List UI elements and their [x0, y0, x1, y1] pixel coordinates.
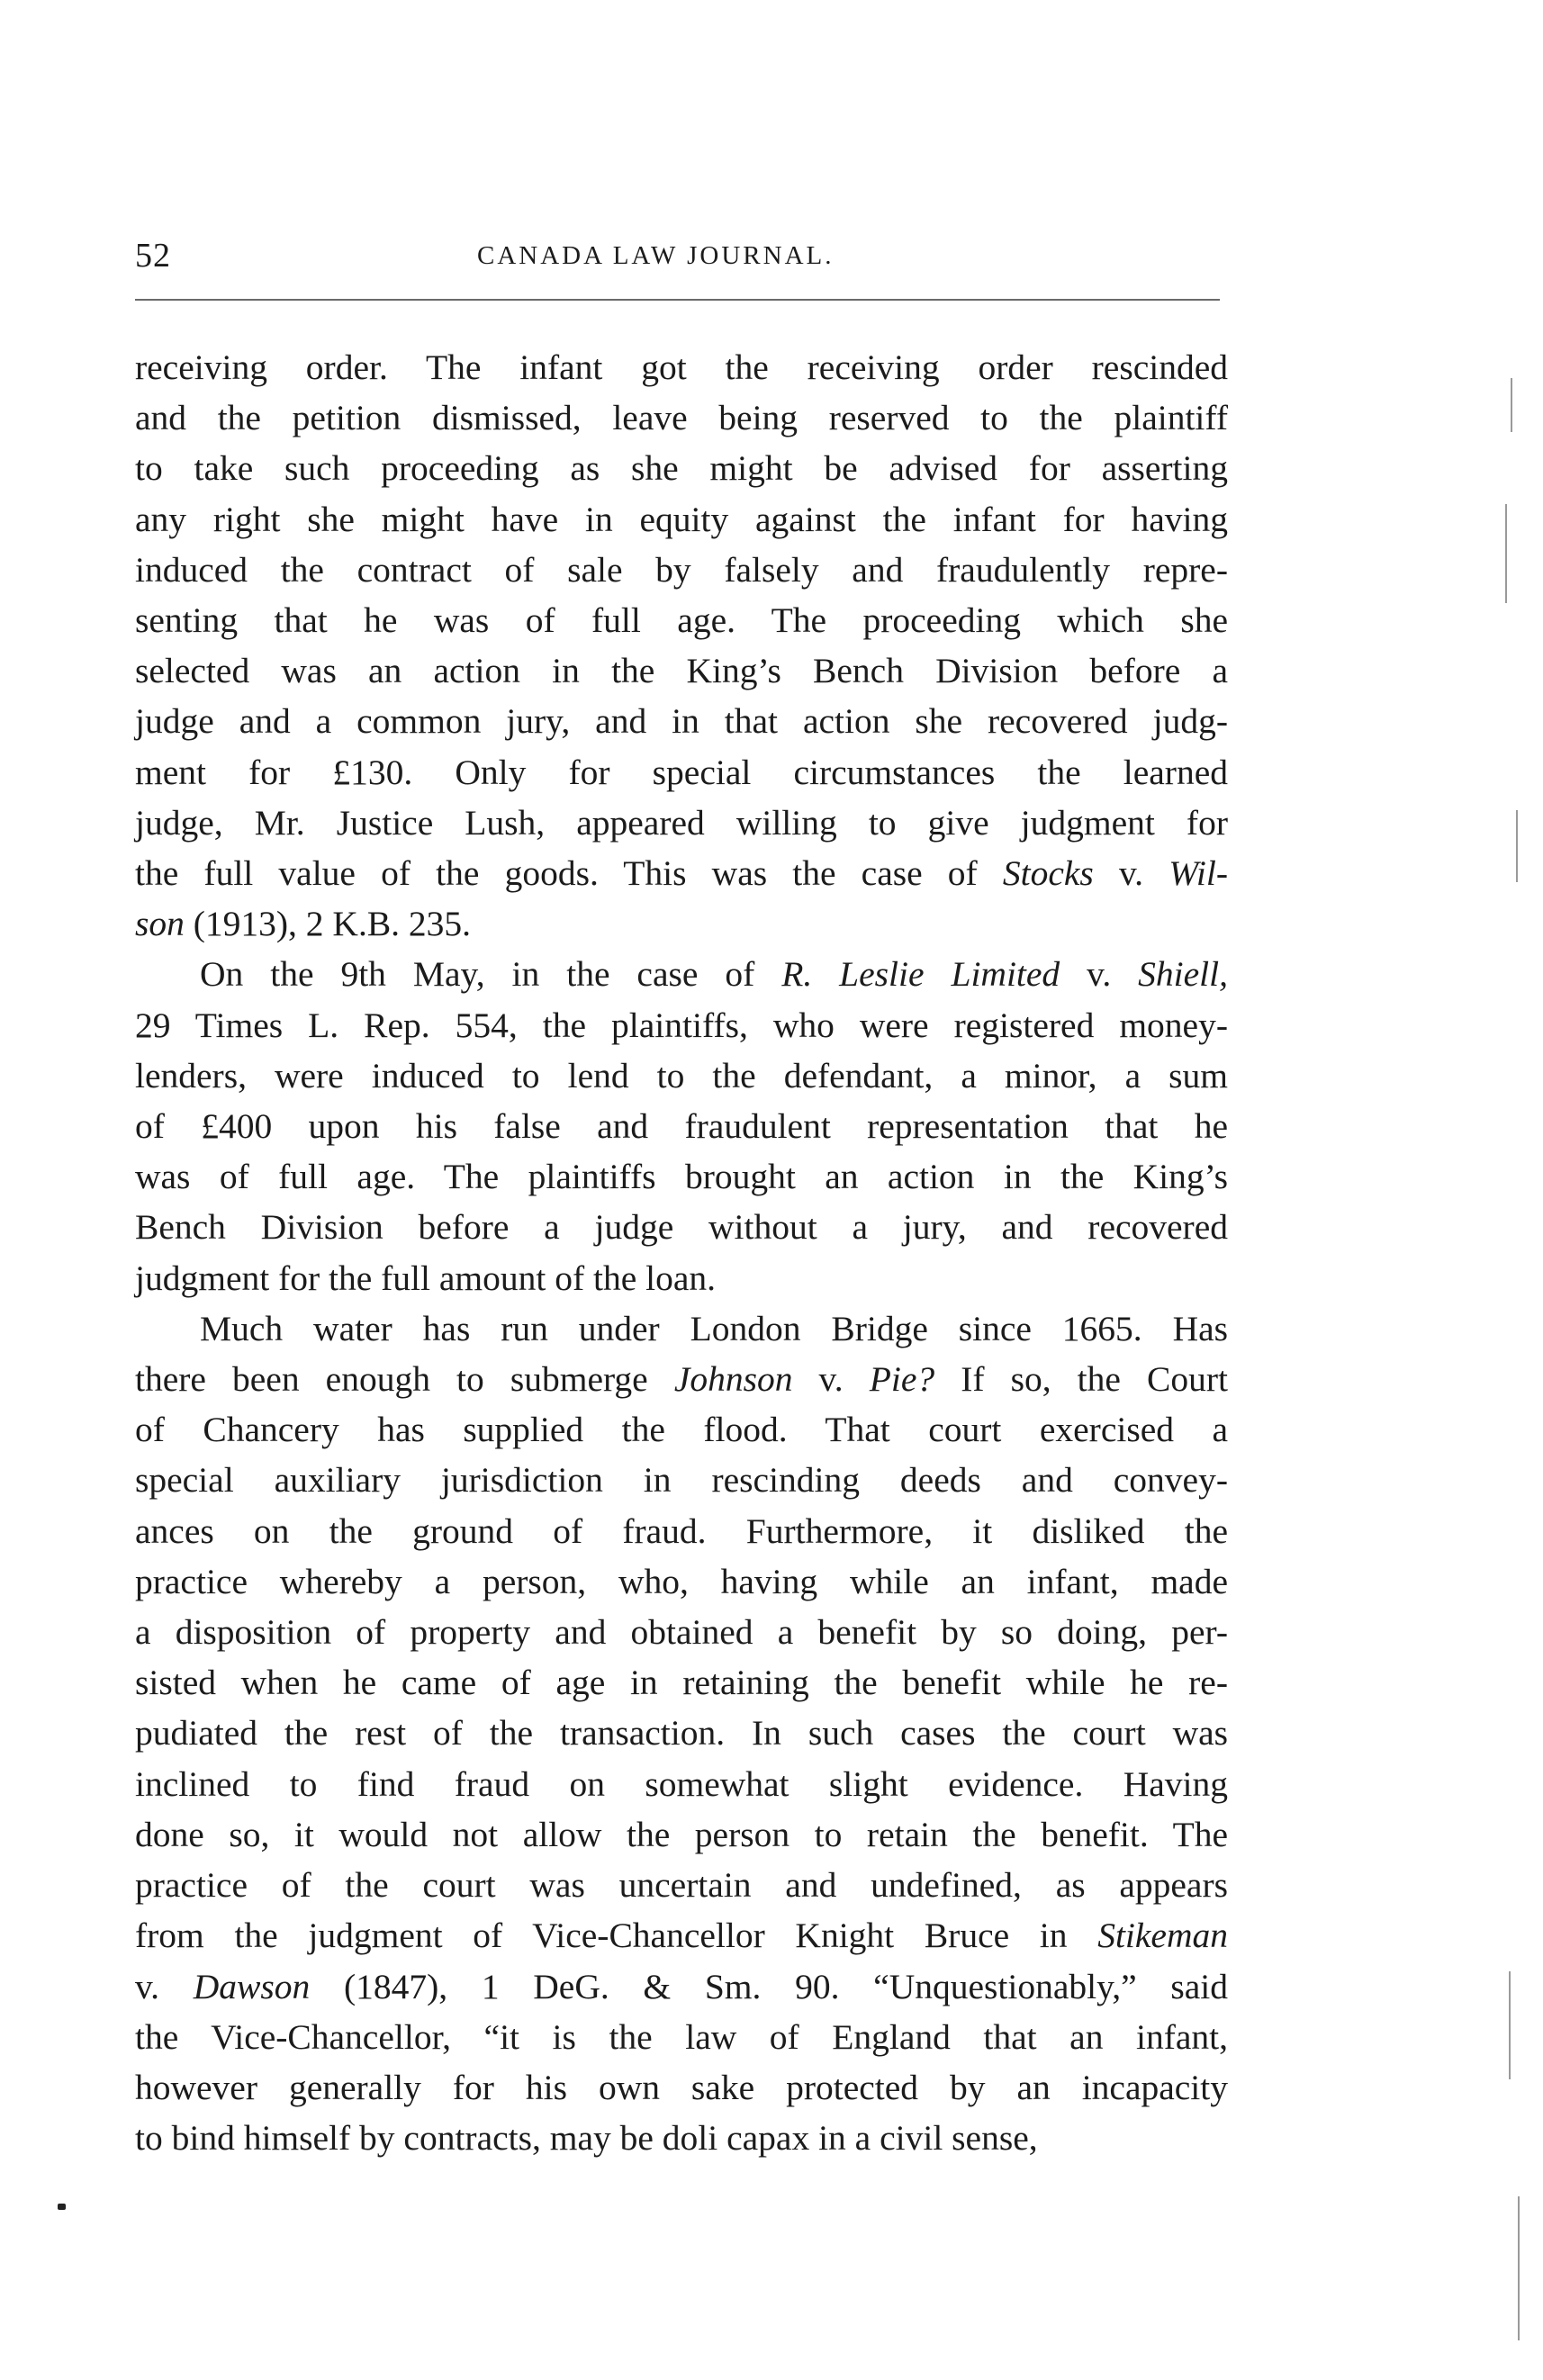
text-line — [135, 2012, 1228, 2062]
text-segment: of Chancery has supplied the flood. That court exercised a — [135, 1410, 1228, 1450]
text-segment: inclined to find fraud on somewhat slight evidence. Having — [135, 1763, 1228, 1804]
text-line — [135, 1303, 1228, 1354]
text-segment: (1847), 1 DeG. & Sm. 90. “Unquestionably,” said — [310, 1966, 1229, 2006]
text-line — [135, 949, 1228, 999]
text-line — [135, 798, 1228, 848]
text-segment: v. — [792, 1359, 870, 1400]
text-line — [135, 1961, 1228, 2012]
paragraph — [135, 949, 1228, 1303]
text-segment: to bind himself by contracts, may be doli capax in a civil sense, — [135, 2118, 1038, 2159]
case-name: Shiell, — [1138, 954, 1228, 995]
text-segment: done so, it would not allow the person to retain the benefit. The — [135, 1814, 1228, 1854]
text-line — [135, 1506, 1228, 1556]
text-segment: the full value of the goods. This was the case of — [135, 853, 1003, 894]
running-header — [135, 236, 1224, 290]
text-segment: (1913), 2 K.B. 235. — [184, 904, 472, 944]
text-segment: induced the contract of sale by falsely and fraudulently repre- — [135, 549, 1228, 590]
text-segment: ances on the ground of fraud. Furthermore, it disliked the — [135, 1510, 1228, 1551]
text-segment: selected was an action in the King’s Bench Division before a — [135, 651, 1228, 691]
text-segment: practice of the court was uncertain and undefined, as appears — [135, 1865, 1228, 1906]
text-segment: however generally for his own sake protected by an incapacity — [135, 2067, 1228, 2107]
scan-edge-mark — [1505, 504, 1507, 603]
case-name: Stikeman — [1097, 1916, 1228, 1956]
scan-edge-mark — [1509, 1971, 1511, 2079]
text-line — [135, 1759, 1228, 1809]
ink-speck — [58, 2204, 66, 2210]
text-segment: On the 9th May, in the case of — [200, 954, 782, 995]
text-segment: If so, the Court — [934, 1359, 1228, 1400]
text-line — [135, 1657, 1228, 1708]
text-line — [135, 1101, 1228, 1151]
text-line — [135, 1000, 1228, 1050]
text-line — [135, 1354, 1228, 1404]
text-line — [135, 1860, 1228, 1910]
text-line — [135, 898, 1228, 949]
text-segment: any right she might have in equity against the infant for having — [135, 499, 1228, 539]
text-line — [135, 2062, 1228, 2113]
journal-title: CANADA LAW JOURNAL. — [477, 241, 835, 270]
scan-edge-mark — [1511, 378, 1512, 432]
text-line — [135, 1202, 1228, 1252]
text-segment: Much water has run under London Bridge since 1665. Has — [200, 1308, 1228, 1348]
text-segment: v. — [135, 1966, 194, 2006]
text-line — [135, 696, 1228, 746]
text-segment: was of full age. The plaintiffs brought an action in the King’s — [135, 1157, 1228, 1197]
text-line — [135, 545, 1228, 595]
text-line — [135, 1151, 1228, 1202]
case-name: Dawson — [193, 1966, 311, 2006]
text-line — [135, 1404, 1228, 1455]
text-line — [135, 595, 1228, 645]
text-line — [135, 1050, 1228, 1101]
text-line — [135, 848, 1228, 898]
case-name: Stocks — [1002, 853, 1094, 894]
text-segment: v. — [1060, 954, 1139, 995]
paragraph — [135, 342, 1228, 949]
text-line — [135, 1455, 1228, 1505]
text-segment: sisted when he came of age in retaining the benefit while he re- — [135, 1663, 1228, 1703]
text-line — [135, 342, 1228, 392]
article-body — [135, 342, 1228, 2163]
text-segment: senting that he was of full age. The proceeding which she — [135, 600, 1228, 641]
scan-edge-mark — [1518, 2196, 1520, 2340]
paragraph — [135, 1303, 1228, 2163]
text-segment: ment for £130. Only for special circumstances the learned — [135, 752, 1228, 792]
text-segment: 29 Times L. Rep. 554, the plaintiffs, who were registered money- — [135, 1005, 1228, 1045]
text-segment: judge, Mr. Justice Lush, appeared willing to give judgment for — [135, 802, 1228, 843]
text-segment: receiving order. The infant got the receiving order rescinded — [135, 347, 1228, 387]
text-segment: judgment for the full amount of the loan. — [135, 1258, 717, 1298]
text-segment: of £400 upon his false and fraudulent representation that he — [135, 1106, 1228, 1147]
text-segment: judge and a common jury, and in that action she recovered judg- — [135, 701, 1228, 742]
text-line — [135, 1910, 1228, 1961]
text-line — [135, 494, 1228, 545]
text-line — [135, 1253, 1228, 1303]
text-segment: lenders, were induced to lend to the defendant, a minor, a sum — [135, 1055, 1228, 1095]
page-number: 52 — [135, 237, 171, 275]
case-name: Pie? — [869, 1359, 935, 1400]
case-name: R. Leslie Limited — [781, 954, 1060, 995]
text-segment: a disposition of property and obtained a benefit by so doing, per- — [135, 1612, 1228, 1653]
case-name: Wil- — [1169, 853, 1229, 894]
text-segment: and the petition dismissed, leave being reserved to the plaintiff — [135, 398, 1228, 438]
text-segment: special auxiliary jurisdiction in rescinding deeds and convey- — [135, 1460, 1228, 1501]
text-segment: the Vice-Chancellor, “it is the law of England that an infant, — [135, 2016, 1228, 2057]
text-line — [135, 1708, 1228, 1758]
text-line — [135, 392, 1228, 443]
text-line — [135, 645, 1228, 696]
header-rule — [135, 299, 1220, 301]
text-line — [135, 1809, 1228, 1860]
case-name: Johnson — [673, 1359, 793, 1400]
text-segment: there been enough to submerge — [135, 1359, 674, 1400]
text-segment: from the judgment of Vice-Chancellor Knight Bruce in — [135, 1916, 1098, 1956]
scan-edge-mark — [1516, 810, 1518, 882]
text-line — [135, 2113, 1228, 2163]
text-segment: pudiated the rest of the transaction. In such cases the court was — [135, 1713, 1228, 1753]
text-segment: to take such proceeding as she might be advised for asserting — [135, 448, 1228, 489]
text-segment: Bench Division before a judge without a jury, and recovered — [135, 1207, 1228, 1248]
text-line — [135, 747, 1228, 798]
text-line — [135, 1556, 1228, 1607]
text-line — [135, 1607, 1228, 1657]
text-segment: v. — [1093, 853, 1169, 894]
text-line — [135, 443, 1228, 493]
text-segment: practice whereby a person, who, having while an infant, made — [135, 1561, 1228, 1601]
case-name: son — [135, 904, 185, 944]
